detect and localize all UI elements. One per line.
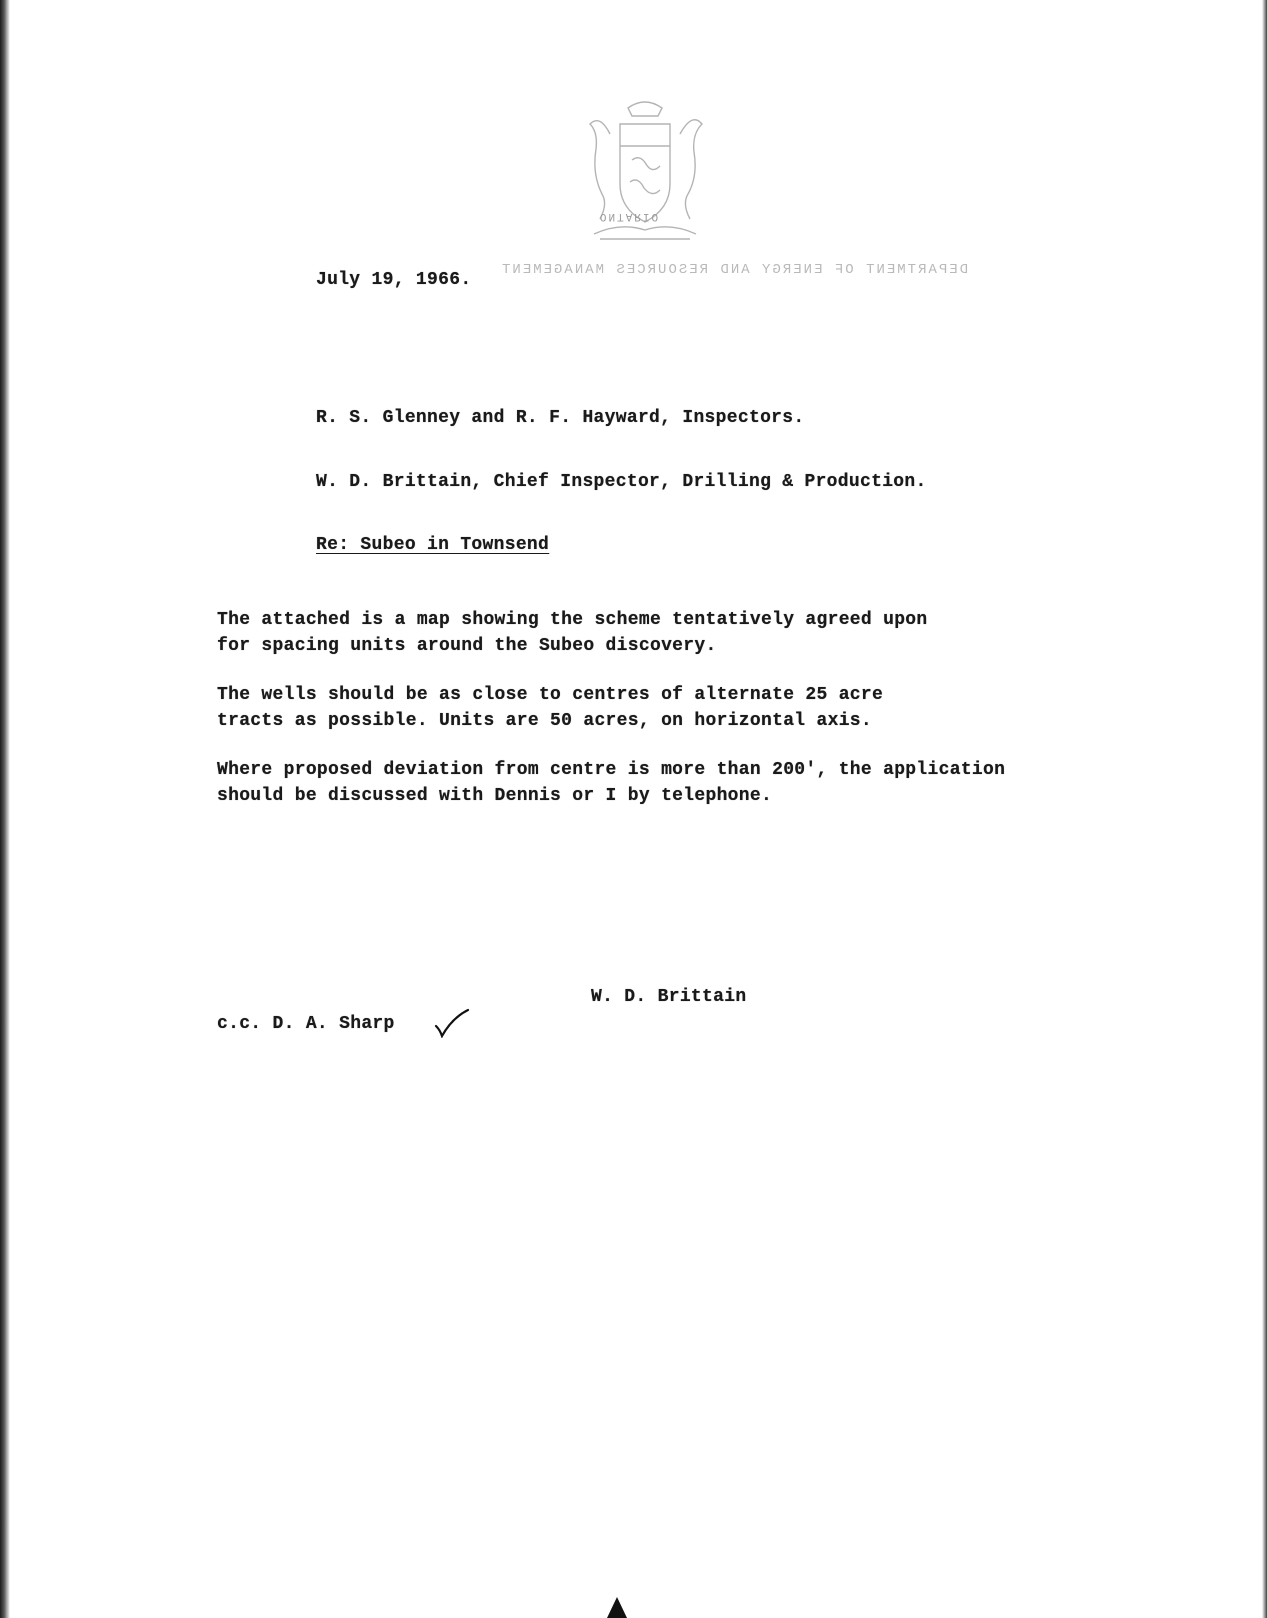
paragraph-line: The wells should be as close to centres of alternate 25 acre [217, 685, 884, 705]
scan-arrow-mark-icon [607, 1597, 627, 1618]
body-paragraph [217, 682, 883, 734]
carbon-copy-line: c.c. D. A. Sharp [217, 1014, 395, 1034]
paragraph-line: tracts as possible. Units are 50 acres, on horizontal axis. [217, 711, 873, 731]
signature-block: W. D. Brittain [591, 987, 747, 1007]
department-letterhead-bleed: DEPARTMENT OF ENERGY AND RESOURCES MANAGEMENT [500, 262, 969, 278]
addressee-line: R. S. Glenney and R. F. Hayward, Inspectors. [316, 408, 805, 428]
subject-line: Re: Subeo in Townsend [316, 535, 550, 555]
scan-edge-left [0, 0, 10, 1618]
check-mark-icon [434, 1008, 470, 1038]
body-paragraph [217, 607, 928, 659]
scan-edge-right [1262, 0, 1267, 1618]
letter-date: July 19, 1966. [316, 270, 472, 290]
paragraph-line: Where proposed deviation from centre is more than 200', the application [217, 760, 1006, 780]
sender-line: W. D. Brittain, Chief Inspector, Drilling & Production. [316, 472, 927, 492]
crest-label: ONTARIO [599, 210, 661, 222]
paragraph-line: should be discussed with Dennis or I by telephone. [217, 786, 773, 806]
paragraph-line: for spacing units around the Subeo discovery. [217, 636, 717, 656]
paragraph-line: The attached is a map showing the scheme tentatively agreed upon [217, 610, 928, 630]
body-paragraph [217, 757, 1005, 809]
